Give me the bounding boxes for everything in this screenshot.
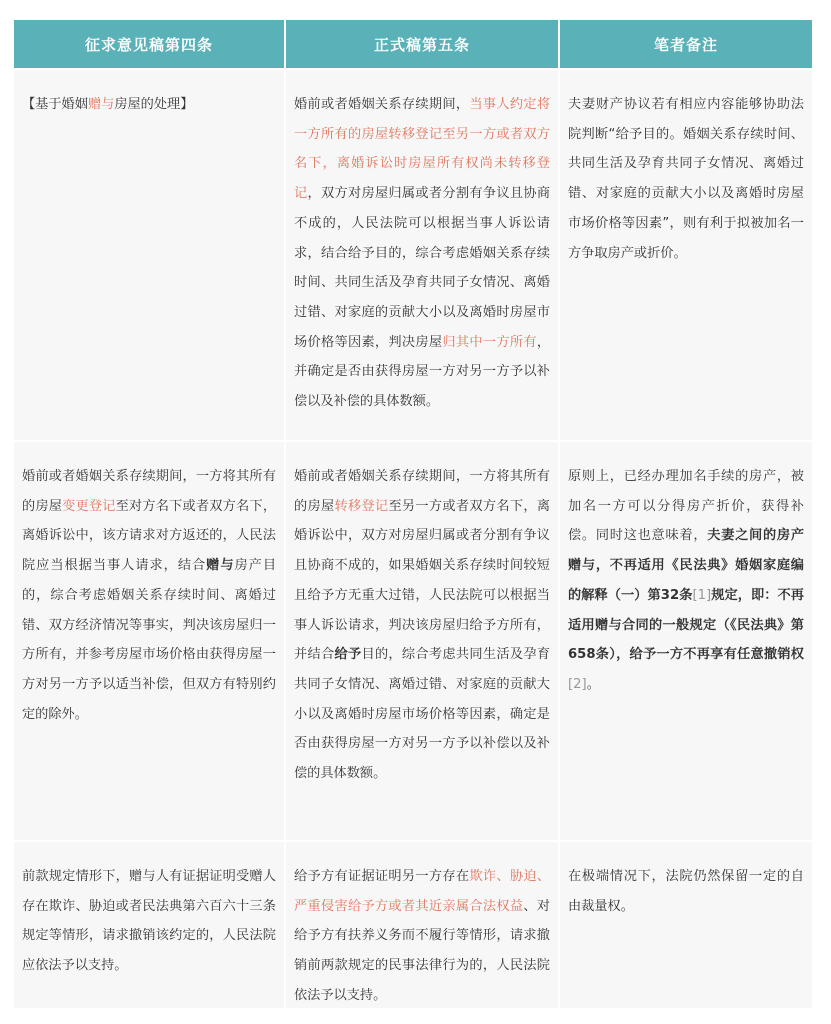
text-segment: 【基于婚姻 [22, 97, 88, 112]
text-segment: 在极端情况下，法院仍然保留一定的自由裁量权。 [568, 869, 804, 914]
highlighted-text: 归其中一方所有 [442, 334, 537, 350]
text-segment: ，双方对房屋归属或者分割有争议且协商不成的，人民法院可以根据当事人诉讼请求，结合给予目的，综合考虑婚姻关系存续时间、共同生活及孕育共同子女情况、离婚过错、对家庭的贡献大小以及离婚时房屋市场价格等因素，判决房屋 [294, 186, 551, 350]
highlighted-text: 给予 [334, 647, 362, 663]
cell-note-text [560, 70, 812, 440]
cell-draft-text [14, 70, 284, 440]
text-segment: 。 [586, 676, 600, 692]
text-segment: 婚前或者婚姻关系存续期间， [294, 97, 470, 112]
cell-note-text [560, 442, 812, 840]
table-header-row [14, 20, 812, 68]
cell-final-text [286, 70, 558, 440]
text-segment: 至对方名下或者双方名下，离婚诉讼中，该方请求对方返还的，人民法院应当根据当事人请求，结合 [22, 498, 277, 574]
text-segment: ，并确定是否由获得房屋一方对另一方予以补偿以及补偿的具体数额。 [294, 334, 551, 410]
bold-text: 夫妻之间的房产赠与，不再适用《民法典》婚姻家庭编的解释（一）第32条 [568, 528, 805, 603]
text-segment: 夫妻财产协议若有相应内容能够协助法院判断“给予目的。婚姻关系存续时间、共同生活及孕育共同子女情况、离婚过错、对家庭的贡献大小以及离婚时房屋市场价格等因素”，则有利于拟被加名一方争取房产或折价。 [568, 97, 804, 261]
text-segment: 、对给予方有扶养义务而不履行等情形，请求撤销前两款规定的民事法律行为的，人民法院依法予以支持。 [294, 898, 551, 1003]
cell-final-text [286, 442, 558, 840]
highlighted-text: 赠与 [87, 97, 115, 112]
highlighted-text: 转移登记 [334, 498, 389, 514]
bold-text: 规定，即：不再适用赠与合同的一般规定（《民法典》第658条），给予一方不再享有任意撤销权 [568, 587, 804, 663]
text-segment: 原则上，已经办理加名手续的房产，被加名一方可以分得房产折价，获得补偿。同时这也意味着， [568, 469, 804, 544]
text-segment: 目的，综合考虑共同生活及孕育共同子女情况、离婚过错、对家庭的贡献大小以及离婚时房屋市场价格等因素，确定是否由获得房屋一方对另一方予以补偿以及补偿的具体数额。 [294, 647, 551, 782]
text-segment: 至另一方或者双方名下，离婚诉讼中，双方对房屋归属或者分割有争议且协商不成的，如果婚姻关系存续时间较短且给予方无重大过错，人民法院可以根据当事人诉讼请求，判决该房屋归给予方所有，并结合 [294, 498, 551, 663]
cell-draft-text [14, 842, 284, 1008]
highlighted-text: 欺诈、胁迫、严重侵害给予方或者其近亲属合法权益 [294, 869, 551, 914]
comparison-table [14, 20, 812, 1008]
text-segment: 给予方有证据证明另一方存在 [294, 869, 470, 884]
header-author-notes: 笔者备注 [560, 20, 812, 68]
highlighted-text: 当事人约定将一方所有的房屋转移登记至另一方或者双方名下，离婚诉讼时房屋所有权尚未转移登记 [294, 97, 551, 202]
footnote-ref[interactable]: [1] [692, 587, 712, 603]
text-segment: 房屋的处理】 [114, 97, 194, 112]
text-segment: 前款规定情形下，赠与人有证据证明受赠人存在欺诈、胁迫或者民法典第六百六十三条规定等情形，请求撤销该约定的，人民法院应依法予以支持。 [22, 869, 276, 974]
footnote-ref[interactable]: [2] [568, 676, 587, 692]
highlighted-text: 赠与 [206, 558, 235, 574]
header-final-article-5: 正式稿第五条 [286, 20, 558, 68]
cell-note-text [560, 842, 812, 1008]
table-row-1 [14, 70, 812, 440]
text-segment: 婚前或者婚姻关系存续期间，一方将其所有的房屋 [294, 469, 550, 514]
cell-final-text [286, 842, 558, 1008]
header-draft-article-4: 征求意见稿第四条 [14, 20, 284, 68]
table-row-3 [14, 842, 812, 1008]
text-segment: 房产目的，综合考虑婚姻关系存续时间、离婚过错、双方经济情况等事实，判决该房屋归一方所有，并参考房屋市场价格由获得房屋一方对另一方予以适当补偿，但双方有特别约定的除外。 [22, 558, 277, 722]
highlighted-text: 变更登记 [62, 498, 116, 514]
cell-draft-text [14, 442, 284, 840]
text-segment: 婚前或者婚姻关系存续期间，一方将其所有的房屋 [22, 469, 276, 514]
table-row-2 [14, 442, 812, 840]
